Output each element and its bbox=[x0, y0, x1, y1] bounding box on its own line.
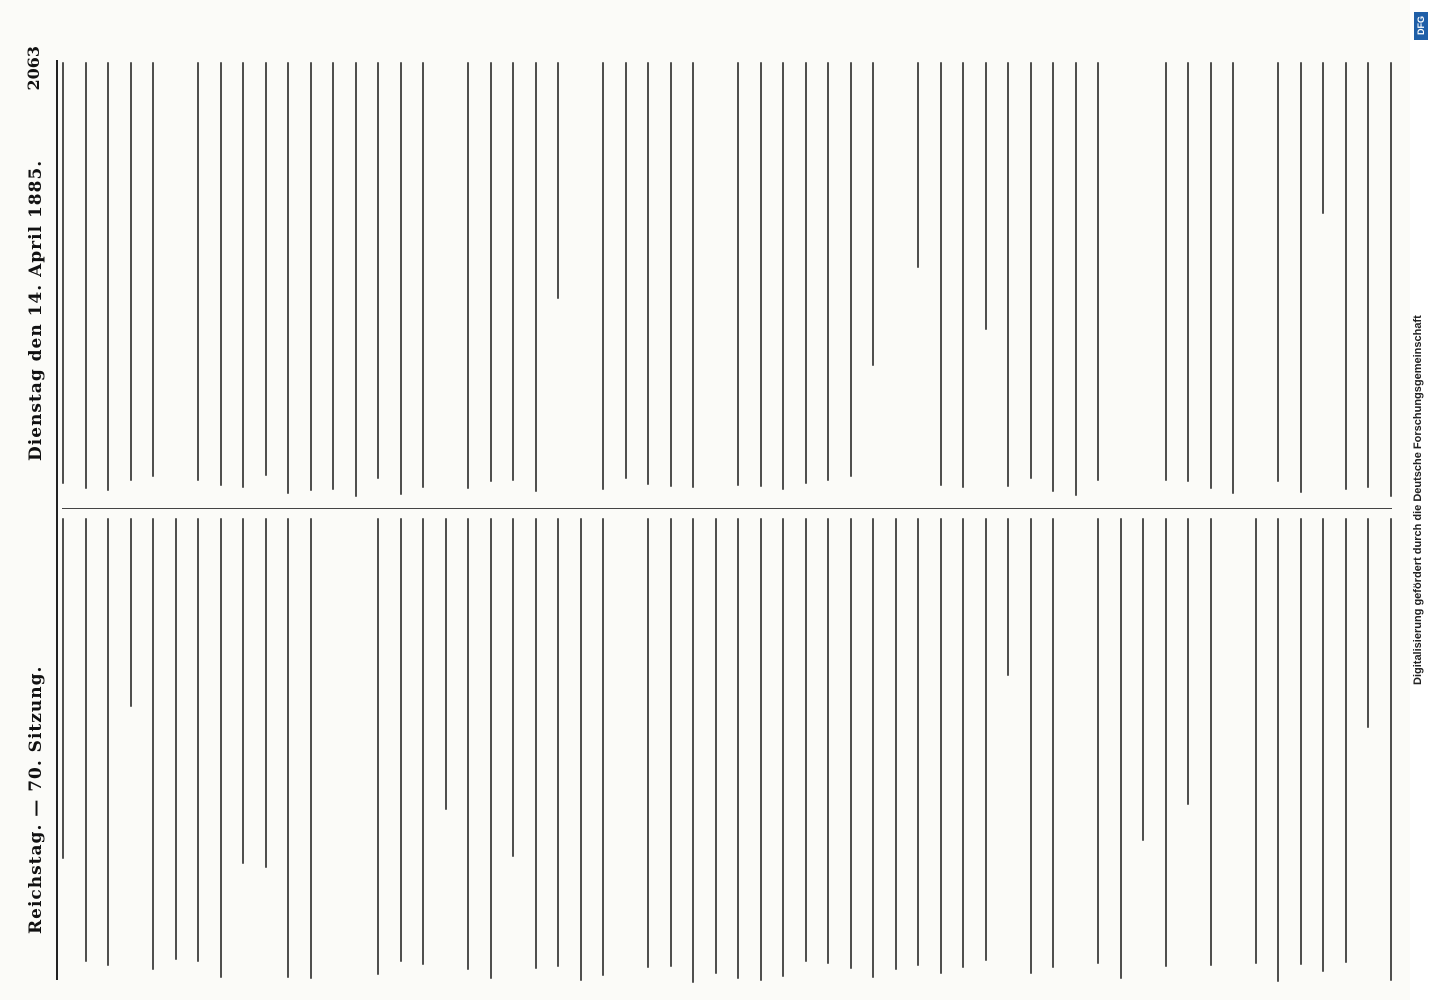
text-line bbox=[1345, 62, 1347, 490]
text-line bbox=[827, 62, 829, 481]
text-line bbox=[1097, 518, 1099, 964]
text-line bbox=[1097, 62, 1099, 481]
text-line bbox=[310, 62, 312, 491]
digitization-credit: Digitalisierung gefördert durch die Deutsche Forschungsgemeinschaft bbox=[1412, 315, 1424, 685]
text-line bbox=[1052, 518, 1054, 968]
text-line bbox=[1052, 62, 1054, 492]
paragraph-gap bbox=[175, 62, 177, 502]
paragraph-gap bbox=[1255, 62, 1257, 502]
text-line bbox=[85, 62, 87, 489]
text-line bbox=[242, 518, 244, 864]
text-line bbox=[310, 518, 312, 979]
dfg-logo: DFG bbox=[1414, 12, 1428, 40]
text-line bbox=[1007, 518, 1009, 676]
text-line bbox=[107, 518, 109, 966]
text-line bbox=[332, 62, 334, 490]
text-line bbox=[130, 518, 132, 707]
text-line bbox=[580, 518, 582, 981]
text-line bbox=[760, 518, 762, 981]
text-line bbox=[1322, 518, 1324, 972]
text-line bbox=[1300, 518, 1302, 965]
text-line bbox=[1210, 62, 1212, 489]
text-column-left bbox=[62, 518, 1392, 988]
text-line bbox=[647, 62, 649, 485]
text-line bbox=[490, 518, 492, 979]
paragraph-gap bbox=[715, 62, 717, 502]
paragraph-gap bbox=[355, 518, 357, 988]
paragraph-gap bbox=[895, 62, 897, 502]
text-line bbox=[737, 62, 739, 486]
text-line bbox=[265, 62, 267, 476]
text-line bbox=[467, 62, 469, 489]
page-number: 2063 bbox=[24, 46, 43, 91]
text-line bbox=[1300, 62, 1302, 493]
text-line bbox=[872, 62, 874, 366]
text-line bbox=[692, 518, 694, 983]
text-line bbox=[220, 62, 222, 486]
text-line bbox=[1007, 62, 1009, 487]
text-line bbox=[467, 518, 469, 970]
paragraph-gap bbox=[1120, 62, 1122, 502]
text-line bbox=[557, 62, 559, 299]
text-line bbox=[670, 62, 672, 487]
text-line bbox=[557, 518, 559, 967]
text-line bbox=[917, 518, 919, 966]
text-line bbox=[737, 518, 739, 979]
text-line bbox=[265, 518, 267, 868]
text-line bbox=[805, 518, 807, 962]
text-line bbox=[62, 518, 64, 859]
text-line bbox=[1232, 62, 1234, 494]
text-line bbox=[1322, 62, 1324, 214]
text-line bbox=[152, 62, 154, 477]
text-line bbox=[917, 62, 919, 268]
text-line bbox=[827, 518, 829, 964]
paragraph-gap bbox=[1075, 518, 1077, 988]
text-line bbox=[692, 62, 694, 488]
text-line bbox=[1210, 518, 1212, 966]
text-line bbox=[1165, 62, 1167, 481]
text-line bbox=[535, 518, 537, 969]
paragraph-gap bbox=[445, 62, 447, 502]
text-line bbox=[625, 62, 627, 479]
text-line bbox=[1277, 62, 1279, 482]
text-line bbox=[850, 62, 852, 477]
text-line bbox=[1367, 62, 1369, 488]
text-column-right bbox=[62, 62, 1392, 502]
text-line bbox=[1165, 518, 1167, 967]
paragraph-gap bbox=[1142, 62, 1144, 502]
text-line bbox=[602, 518, 604, 976]
text-line bbox=[1187, 518, 1189, 805]
text-line bbox=[400, 62, 402, 495]
text-line bbox=[1390, 518, 1392, 981]
text-line bbox=[220, 518, 222, 978]
text-line bbox=[962, 62, 964, 488]
text-line bbox=[1277, 518, 1279, 982]
text-line bbox=[985, 518, 987, 961]
text-line bbox=[445, 518, 447, 810]
paragraph-gap bbox=[1232, 518, 1234, 988]
text-line bbox=[1030, 62, 1032, 479]
text-line bbox=[287, 62, 289, 494]
text-line bbox=[1345, 518, 1347, 963]
text-line bbox=[197, 62, 199, 481]
text-line bbox=[782, 62, 784, 490]
text-line bbox=[715, 518, 717, 974]
text-line bbox=[152, 518, 154, 970]
text-line bbox=[1390, 62, 1392, 497]
text-line bbox=[400, 518, 402, 962]
text-line bbox=[512, 518, 514, 857]
text-line bbox=[422, 518, 424, 965]
text-line bbox=[1142, 518, 1144, 841]
text-line bbox=[1255, 518, 1257, 964]
text-line bbox=[512, 62, 514, 481]
text-line bbox=[1075, 62, 1077, 496]
paragraph-gap bbox=[580, 62, 582, 502]
header-date: Dienstag den 14. April 1885. bbox=[26, 159, 46, 461]
text-line bbox=[850, 518, 852, 969]
text-line bbox=[647, 518, 649, 968]
text-line bbox=[107, 62, 109, 491]
text-line bbox=[602, 62, 604, 490]
text-line bbox=[535, 62, 537, 492]
paragraph-gap bbox=[625, 518, 627, 988]
text-line bbox=[962, 518, 964, 968]
column-divider bbox=[62, 508, 1392, 509]
text-line bbox=[355, 62, 357, 497]
text-line bbox=[782, 518, 784, 977]
text-line bbox=[760, 62, 762, 487]
text-line bbox=[62, 62, 64, 484]
text-line bbox=[422, 62, 424, 488]
text-line bbox=[130, 62, 132, 481]
text-line bbox=[805, 62, 807, 484]
text-line bbox=[85, 518, 87, 962]
paragraph-gap bbox=[332, 518, 334, 988]
text-line bbox=[490, 62, 492, 482]
text-line bbox=[175, 518, 177, 960]
text-line bbox=[1030, 518, 1032, 974]
text-line bbox=[242, 62, 244, 488]
text-line bbox=[1120, 518, 1122, 979]
text-line bbox=[985, 62, 987, 330]
text-line bbox=[377, 518, 379, 975]
header-session: Reichstag. — 70. Sitzung. bbox=[26, 665, 46, 935]
text-line bbox=[872, 518, 874, 978]
text-line bbox=[670, 518, 672, 967]
text-line bbox=[377, 62, 379, 479]
text-line bbox=[940, 518, 942, 974]
text-line bbox=[197, 518, 199, 962]
running-header bbox=[22, 60, 58, 980]
text-line bbox=[1187, 62, 1189, 482]
text-line bbox=[287, 518, 289, 978]
text-line bbox=[940, 62, 942, 486]
text-line bbox=[895, 518, 897, 970]
text-line bbox=[1367, 518, 1369, 728]
